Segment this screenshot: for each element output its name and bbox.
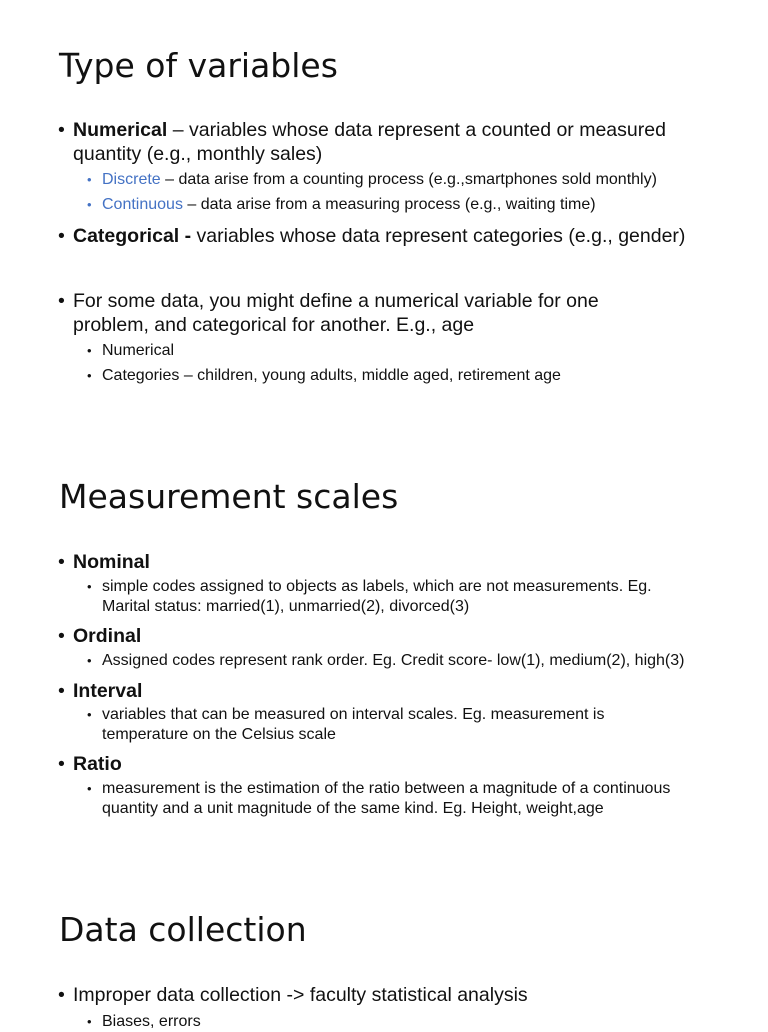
bullet-icon: • bbox=[87, 197, 92, 212]
bullet-icon: • bbox=[87, 707, 92, 722]
ratio-bullet-item bbox=[58, 752, 122, 776]
nominal-bullet-item bbox=[58, 550, 150, 574]
discrete-bullet-item bbox=[87, 170, 657, 190]
continuous-bullet-item bbox=[87, 195, 596, 215]
ratio-term: Ratio bbox=[73, 753, 122, 775]
types-title: Type of variables bbox=[59, 46, 338, 85]
numerical-term: Numerical bbox=[73, 119, 168, 141]
collection-text: Improper data collection -> faculty statistical analysis bbox=[73, 984, 528, 1006]
ordinal-term: Ordinal bbox=[73, 625, 142, 647]
bullet-icon: • bbox=[58, 119, 65, 141]
ratio-desc-item bbox=[87, 779, 671, 819]
collection-sub-text: Biases, errors bbox=[102, 1013, 201, 1030]
ordinal-desc-item bbox=[87, 651, 685, 671]
discrete-text: – data arise from a counting process (e.g.,smartphones sold monthly) bbox=[160, 171, 657, 188]
numerical-text-cont: quantity (e.g., monthly sales) bbox=[73, 143, 323, 165]
interval-desc-text-cont: temperature on the Celsius scale bbox=[102, 726, 336, 743]
bullet-icon: • bbox=[58, 753, 65, 775]
ratio-desc-text: measurement is the estimation of the ratio between a magnitude of a continuous bbox=[102, 780, 671, 797]
bullet-icon: • bbox=[58, 625, 65, 647]
ratio-desc-text-cont: quantity and a unit magnitude of the same kind. Eg. Height, weight,age bbox=[102, 800, 604, 817]
interval-desc-item bbox=[87, 705, 605, 745]
interval-bullet-item bbox=[58, 679, 143, 703]
ordinal-bullet-item bbox=[58, 624, 142, 648]
categorical-text: variables whose data represent categories (e.g., gender) bbox=[191, 225, 686, 247]
age-numerical-text: Numerical bbox=[102, 342, 175, 359]
discrete-term: Discrete bbox=[102, 171, 161, 188]
age-note-text: For some data, you might define a numerical variable for one bbox=[73, 290, 599, 312]
age-categories-text: Categories – children, young adults, middle aged, retirement age bbox=[102, 367, 561, 384]
age-categories-item bbox=[87, 366, 561, 386]
nominal-desc-item bbox=[87, 577, 652, 617]
numerical-text: – variables whose data represent a counted or measured bbox=[167, 119, 666, 141]
continuous-term: Continuous bbox=[102, 196, 183, 213]
numerical-bullet-item bbox=[58, 118, 666, 166]
bullet-icon: • bbox=[58, 680, 65, 702]
bullet-icon: • bbox=[87, 1014, 92, 1029]
bullet-icon: • bbox=[87, 172, 92, 187]
bullet-icon: • bbox=[87, 343, 92, 358]
age-note-text-cont: problem, and categorical for another. E.g., age bbox=[73, 314, 475, 336]
interval-term: Interval bbox=[73, 680, 143, 702]
categorical-term: Categorical - bbox=[73, 225, 192, 247]
nominal-desc-text-cont: Marital status: married(1), unmarried(2), divorced(3) bbox=[102, 598, 470, 615]
bullet-icon: • bbox=[58, 290, 65, 312]
nominal-desc-text: simple codes assigned to objects as labels, which are not measurements. Eg. bbox=[102, 578, 652, 595]
interval-desc-text: variables that can be measured on interval scales. Eg. measurement is bbox=[102, 706, 605, 723]
bullet-icon: • bbox=[58, 984, 65, 1006]
bullet-icon: • bbox=[87, 653, 92, 668]
ordinal-desc-text: Assigned codes represent rank order. Eg. Credit score- low(1), medium(2), high(3) bbox=[102, 652, 685, 669]
bullet-icon: • bbox=[58, 551, 65, 573]
bullet-icon: • bbox=[87, 579, 92, 594]
scales-title: Measurement scales bbox=[59, 477, 399, 516]
age-numerical-item bbox=[87, 341, 175, 361]
categorical-bullet-item bbox=[58, 224, 686, 248]
collection-bullet-item bbox=[58, 983, 528, 1007]
bullet-icon: • bbox=[58, 225, 65, 247]
collection-sub-item bbox=[87, 1012, 201, 1032]
age-note-bullet-item bbox=[58, 289, 599, 337]
nominal-term: Nominal bbox=[73, 551, 150, 573]
continuous-text: – data arise from a measuring process (e.g., waiting time) bbox=[182, 196, 596, 213]
bullet-icon: • bbox=[87, 368, 92, 383]
collection-title: Data collection bbox=[59, 910, 307, 949]
bullet-icon: • bbox=[87, 781, 92, 796]
